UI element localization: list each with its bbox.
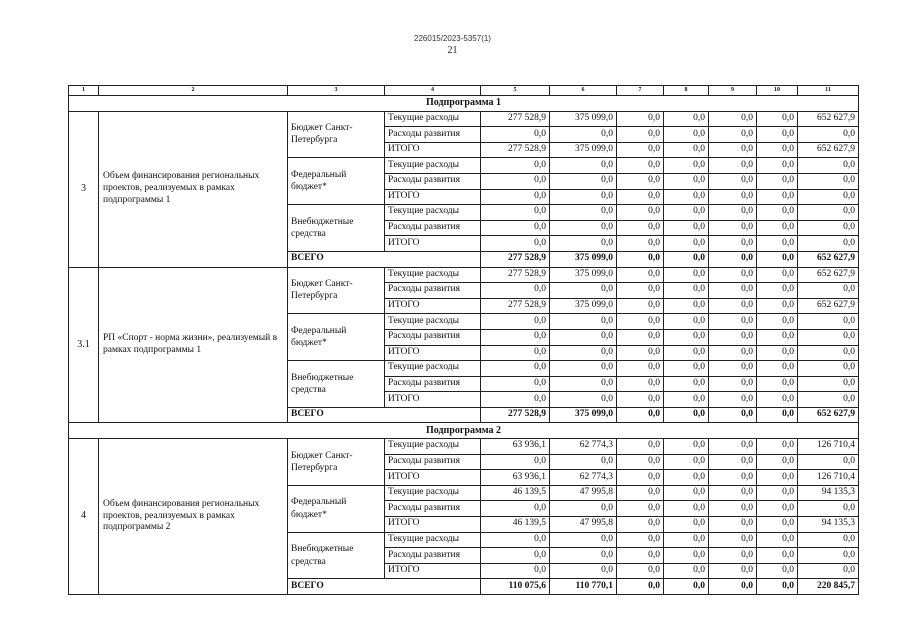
- column-number: 6: [550, 86, 617, 96]
- value-cell: 0,0: [664, 439, 709, 455]
- value-cell: 0,0: [709, 158, 757, 174]
- total-value: 220 845,7: [798, 579, 859, 595]
- value-cell: 0,0: [481, 189, 550, 205]
- total-value: 0,0: [617, 407, 664, 423]
- value-cell: 0,0: [481, 361, 550, 377]
- value-cell: 375 099,0: [550, 267, 617, 283]
- expense-type: Расходы развития: [385, 501, 481, 517]
- value-cell: 0,0: [481, 563, 550, 579]
- value-cell: 0,0: [757, 376, 798, 392]
- row-index: 3.1: [69, 267, 99, 423]
- value-cell: 0,0: [664, 392, 709, 408]
- value-cell: 0,0: [798, 361, 859, 377]
- value-cell: 0,0: [617, 189, 664, 205]
- total-label: ВСЕГО: [288, 579, 481, 595]
- value-cell: 0,0: [664, 470, 709, 486]
- total-value: 0,0: [757, 407, 798, 423]
- value-cell: 652 627,9: [798, 142, 859, 158]
- value-cell: 0,0: [798, 236, 859, 252]
- value-cell: 0,0: [550, 361, 617, 377]
- value-cell: 0,0: [617, 158, 664, 174]
- value-cell: 0,0: [709, 548, 757, 564]
- value-cell: 0,0: [550, 501, 617, 517]
- value-cell: 0,0: [664, 501, 709, 517]
- page-number: 21: [447, 45, 458, 56]
- value-cell: 0,0: [757, 283, 798, 299]
- value-cell: 46 139,5: [481, 517, 550, 533]
- value-cell: 0,0: [481, 501, 550, 517]
- value-cell: 0,0: [664, 111, 709, 127]
- expense-type: ИТОГО: [385, 517, 481, 533]
- value-cell: 0,0: [550, 127, 617, 143]
- value-cell: 0,0: [757, 111, 798, 127]
- value-cell: 0,0: [709, 314, 757, 330]
- value-cell: 0,0: [709, 205, 757, 221]
- total-value: 652 627,9: [798, 407, 859, 423]
- expense-type: ИТОГО: [385, 298, 481, 314]
- value-cell: 652 627,9: [798, 267, 859, 283]
- value-cell: 0,0: [798, 392, 859, 408]
- value-cell: 0,0: [757, 236, 798, 252]
- value-cell: 0,0: [550, 563, 617, 579]
- value-cell: 0,0: [617, 267, 664, 283]
- value-cell: 0,0: [617, 392, 664, 408]
- value-cell: 277 528,9: [481, 142, 550, 158]
- column-number: 10: [757, 86, 798, 96]
- value-cell: 0,0: [757, 563, 798, 579]
- value-cell: 0,0: [617, 314, 664, 330]
- value-cell: 0,0: [617, 548, 664, 564]
- row-description: РП «Спорт - норма жизни», реализуемый в рамках подпрограммы 1: [99, 267, 288, 423]
- value-cell: 0,0: [664, 485, 709, 501]
- value-cell: 0,0: [550, 392, 617, 408]
- value-cell: 0,0: [798, 283, 859, 299]
- row-description: Объем финансирования региональных проектов, реализуемых в рамках подпрограммы 2: [99, 439, 288, 595]
- funding-source: Федеральный бюджет*: [288, 314, 385, 361]
- value-cell: 0,0: [481, 314, 550, 330]
- value-cell: 0,0: [798, 329, 859, 345]
- value-cell: 277 528,9: [481, 298, 550, 314]
- funding-source: Бюджет Санкт-Петербурга: [288, 439, 385, 486]
- value-cell: 0,0: [550, 532, 617, 548]
- value-cell: 0,0: [617, 485, 664, 501]
- value-cell: 0,0: [757, 329, 798, 345]
- value-cell: 0,0: [664, 236, 709, 252]
- value-cell: 0,0: [757, 189, 798, 205]
- table-row: [69, 439, 859, 455]
- value-cell: 0,0: [617, 173, 664, 189]
- total-value: 0,0: [709, 251, 757, 267]
- value-cell: 0,0: [757, 501, 798, 517]
- value-cell: 0,0: [798, 454, 859, 470]
- value-cell: 0,0: [664, 173, 709, 189]
- value-cell: 0,0: [664, 376, 709, 392]
- value-cell: 0,0: [757, 548, 798, 564]
- value-cell: 0,0: [550, 548, 617, 564]
- value-cell: 0,0: [798, 532, 859, 548]
- value-cell: 0,0: [550, 345, 617, 361]
- value-cell: 0,0: [550, 173, 617, 189]
- expense-type: Текущие расходы: [385, 158, 481, 174]
- expense-type: ИТОГО: [385, 470, 481, 486]
- value-cell: 0,0: [709, 283, 757, 299]
- value-cell: 0,0: [798, 563, 859, 579]
- value-cell: 0,0: [709, 361, 757, 377]
- value-cell: 0,0: [757, 517, 798, 533]
- funding-source: Внебюджетные средства: [288, 532, 385, 579]
- value-cell: 0,0: [798, 173, 859, 189]
- value-cell: 0,0: [617, 111, 664, 127]
- value-cell: 0,0: [481, 158, 550, 174]
- value-cell: 0,0: [709, 563, 757, 579]
- value-cell: 0,0: [550, 283, 617, 299]
- value-cell: 0,0: [664, 189, 709, 205]
- value-cell: 0,0: [617, 454, 664, 470]
- value-cell: 0,0: [617, 142, 664, 158]
- value-cell: 0,0: [617, 376, 664, 392]
- subprogram-title: Подпрограмма 2: [69, 423, 859, 439]
- funding-source: Внебюджетные средства: [288, 205, 385, 252]
- expense-type: Текущие расходы: [385, 111, 481, 127]
- value-cell: 652 627,9: [798, 111, 859, 127]
- value-cell: 0,0: [757, 267, 798, 283]
- total-value: 0,0: [757, 251, 798, 267]
- value-cell: 0,0: [757, 470, 798, 486]
- total-value: 652 627,9: [798, 251, 859, 267]
- value-cell: 0,0: [757, 345, 798, 361]
- value-cell: 0,0: [757, 127, 798, 143]
- value-cell: 0,0: [550, 329, 617, 345]
- expense-type: Текущие расходы: [385, 532, 481, 548]
- value-cell: 0,0: [709, 392, 757, 408]
- value-cell: 0,0: [481, 173, 550, 189]
- value-cell: 62 774,3: [550, 470, 617, 486]
- subprogram-title: Подпрограмма 1: [69, 96, 859, 112]
- value-cell: 0,0: [798, 205, 859, 221]
- value-cell: 0,0: [709, 470, 757, 486]
- value-cell: 0,0: [550, 205, 617, 221]
- total-label: ВСЕГО: [288, 407, 481, 423]
- expense-type: ИТОГО: [385, 236, 481, 252]
- value-cell: 375 099,0: [550, 298, 617, 314]
- expense-type: Расходы развития: [385, 173, 481, 189]
- value-cell: 0,0: [757, 142, 798, 158]
- value-cell: 0,0: [798, 189, 859, 205]
- column-number: 8: [664, 86, 709, 96]
- expense-type: Расходы развития: [385, 283, 481, 299]
- total-value: 0,0: [709, 407, 757, 423]
- table-row: [69, 267, 859, 283]
- value-cell: 0,0: [550, 189, 617, 205]
- value-cell: 0,0: [617, 501, 664, 517]
- expense-type: Расходы развития: [385, 329, 481, 345]
- value-cell: 0,0: [757, 173, 798, 189]
- value-cell: 0,0: [664, 314, 709, 330]
- value-cell: 0,0: [709, 517, 757, 533]
- column-number: 2: [99, 86, 288, 96]
- expense-type: ИТОГО: [385, 142, 481, 158]
- value-cell: 0,0: [617, 517, 664, 533]
- value-cell: 0,0: [709, 267, 757, 283]
- value-cell: 277 528,9: [481, 267, 550, 283]
- value-cell: 63 936,1: [481, 439, 550, 455]
- value-cell: 0,0: [664, 454, 709, 470]
- column-number: 7: [617, 86, 664, 96]
- total-value: 0,0: [664, 407, 709, 423]
- value-cell: 0,0: [664, 563, 709, 579]
- value-cell: 94 135,3: [798, 517, 859, 533]
- value-cell: 0,0: [709, 220, 757, 236]
- table-row: [69, 111, 859, 127]
- total-label: ВСЕГО: [288, 251, 481, 267]
- value-cell: 0,0: [617, 236, 664, 252]
- value-cell: 277 528,9: [481, 111, 550, 127]
- expense-type: Текущие расходы: [385, 267, 481, 283]
- value-cell: 0,0: [757, 392, 798, 408]
- value-cell: 62 774,3: [550, 439, 617, 455]
- expense-type: Текущие расходы: [385, 361, 481, 377]
- value-cell: 0,0: [757, 314, 798, 330]
- funding-source: Бюджет Санкт-Петербурга: [288, 267, 385, 314]
- value-cell: 0,0: [798, 158, 859, 174]
- value-cell: 0,0: [664, 127, 709, 143]
- value-cell: 0,0: [664, 329, 709, 345]
- value-cell: 0,0: [550, 376, 617, 392]
- row-index: 4: [69, 439, 99, 595]
- value-cell: 0,0: [664, 345, 709, 361]
- subprogram-header-row: [69, 96, 859, 112]
- value-cell: 0,0: [617, 345, 664, 361]
- document-number: 226015/2023-5357(1): [414, 34, 491, 43]
- funding-source: Федеральный бюджет*: [288, 485, 385, 532]
- expense-type: Расходы развития: [385, 220, 481, 236]
- value-cell: 0,0: [757, 439, 798, 455]
- value-cell: 0,0: [481, 454, 550, 470]
- value-cell: 0,0: [709, 173, 757, 189]
- total-value: 0,0: [709, 579, 757, 595]
- value-cell: 0,0: [709, 298, 757, 314]
- value-cell: 0,0: [617, 470, 664, 486]
- value-cell: 0,0: [664, 220, 709, 236]
- value-cell: 47 995,8: [550, 517, 617, 533]
- value-cell: 0,0: [709, 142, 757, 158]
- value-cell: 0,0: [550, 454, 617, 470]
- value-cell: 0,0: [757, 454, 798, 470]
- value-cell: 0,0: [798, 314, 859, 330]
- value-cell: 0,0: [617, 563, 664, 579]
- value-cell: 0,0: [757, 361, 798, 377]
- value-cell: 0,0: [664, 158, 709, 174]
- value-cell: 0,0: [617, 205, 664, 221]
- column-number: 5: [481, 86, 550, 96]
- expense-type: ИТОГО: [385, 563, 481, 579]
- value-cell: 0,0: [617, 439, 664, 455]
- total-value: 0,0: [617, 251, 664, 267]
- value-cell: 0,0: [664, 267, 709, 283]
- value-cell: 0,0: [617, 361, 664, 377]
- column-number: 11: [798, 86, 859, 96]
- value-cell: 0,0: [709, 189, 757, 205]
- value-cell: 0,0: [664, 298, 709, 314]
- value-cell: 0,0: [798, 376, 859, 392]
- value-cell: 0,0: [664, 548, 709, 564]
- total-value: 0,0: [664, 579, 709, 595]
- value-cell: 0,0: [550, 158, 617, 174]
- total-value: 110 770,1: [550, 579, 617, 595]
- value-cell: 0,0: [709, 532, 757, 548]
- value-cell: 63 936,1: [481, 470, 550, 486]
- value-cell: 0,0: [709, 345, 757, 361]
- total-value: 110 075,6: [481, 579, 550, 595]
- value-cell: 0,0: [481, 329, 550, 345]
- value-cell: 0,0: [481, 548, 550, 564]
- expense-type: Расходы развития: [385, 454, 481, 470]
- value-cell: 0,0: [617, 220, 664, 236]
- funding-source: Внебюджетные средства: [288, 361, 385, 408]
- expense-type: Текущие расходы: [385, 439, 481, 455]
- value-cell: 0,0: [709, 127, 757, 143]
- column-number: 1: [69, 86, 99, 96]
- total-value: 375 099,0: [550, 407, 617, 423]
- expense-type: Текущие расходы: [385, 314, 481, 330]
- funding-source: Федеральный бюджет*: [288, 158, 385, 205]
- subprogram-header-row: [69, 423, 859, 439]
- value-cell: 375 099,0: [550, 142, 617, 158]
- expense-type: Расходы развития: [385, 548, 481, 564]
- value-cell: 0,0: [709, 329, 757, 345]
- value-cell: 0,0: [757, 298, 798, 314]
- value-cell: 0,0: [664, 517, 709, 533]
- expense-type: Текущие расходы: [385, 205, 481, 221]
- value-cell: 0,0: [798, 501, 859, 517]
- value-cell: 0,0: [481, 127, 550, 143]
- expense-type: ИТОГО: [385, 392, 481, 408]
- value-cell: 0,0: [617, 329, 664, 345]
- value-cell: 0,0: [664, 205, 709, 221]
- column-number: 4: [385, 86, 481, 96]
- value-cell: 0,0: [709, 376, 757, 392]
- column-number: 9: [709, 86, 757, 96]
- value-cell: 0,0: [617, 283, 664, 299]
- value-cell: 0,0: [550, 220, 617, 236]
- total-value: 375 099,0: [550, 251, 617, 267]
- value-cell: 0,0: [664, 142, 709, 158]
- total-value: 277 528,9: [481, 407, 550, 423]
- column-number-row: [69, 86, 859, 96]
- funding-source: Бюджет Санкт-Петербурга: [288, 111, 385, 158]
- value-cell: 0,0: [481, 220, 550, 236]
- value-cell: 0,0: [617, 127, 664, 143]
- value-cell: 0,0: [757, 220, 798, 236]
- value-cell: 0,0: [664, 532, 709, 548]
- value-cell: 46 139,5: [481, 485, 550, 501]
- value-cell: 0,0: [798, 127, 859, 143]
- value-cell: 0,0: [757, 205, 798, 221]
- value-cell: 0,0: [757, 158, 798, 174]
- value-cell: 0,0: [757, 532, 798, 548]
- total-value: 0,0: [757, 579, 798, 595]
- value-cell: 0,0: [617, 532, 664, 548]
- value-cell: 0,0: [481, 392, 550, 408]
- value-cell: 0,0: [481, 376, 550, 392]
- value-cell: 0,0: [709, 236, 757, 252]
- expense-type: ИТОГО: [385, 345, 481, 361]
- value-cell: 47 995,8: [550, 485, 617, 501]
- value-cell: 0,0: [798, 548, 859, 564]
- value-cell: 0,0: [481, 345, 550, 361]
- row-index: 3: [69, 111, 99, 267]
- value-cell: 0,0: [481, 283, 550, 299]
- value-cell: 0,0: [481, 236, 550, 252]
- value-cell: 0,0: [550, 314, 617, 330]
- value-cell: 0,0: [709, 485, 757, 501]
- value-cell: 0,0: [617, 298, 664, 314]
- value-cell: 126 710,4: [798, 470, 859, 486]
- value-cell: 94 135,3: [798, 485, 859, 501]
- value-cell: 0,0: [709, 454, 757, 470]
- value-cell: 0,0: [798, 345, 859, 361]
- expense-type: ИТОГО: [385, 189, 481, 205]
- expense-type: Текущие расходы: [385, 485, 481, 501]
- total-value: 0,0: [664, 251, 709, 267]
- value-cell: 0,0: [550, 236, 617, 252]
- financing-table: [68, 85, 859, 595]
- expense-type: Расходы развития: [385, 376, 481, 392]
- value-cell: 126 710,4: [798, 439, 859, 455]
- value-cell: 0,0: [709, 111, 757, 127]
- row-description: Объем финансирования региональных проектов, реализуемых в рамках подпрограммы 1: [99, 111, 288, 267]
- column-number: 3: [288, 86, 385, 96]
- total-value: 0,0: [617, 579, 664, 595]
- value-cell: 0,0: [798, 220, 859, 236]
- expense-type: Расходы развития: [385, 127, 481, 143]
- value-cell: 0,0: [481, 532, 550, 548]
- value-cell: 0,0: [757, 485, 798, 501]
- value-cell: 375 099,0: [550, 111, 617, 127]
- value-cell: 0,0: [481, 205, 550, 221]
- value-cell: 0,0: [709, 501, 757, 517]
- value-cell: 0,0: [664, 361, 709, 377]
- value-cell: 652 627,9: [798, 298, 859, 314]
- value-cell: 0,0: [664, 283, 709, 299]
- total-value: 277 528,9: [481, 251, 550, 267]
- value-cell: 0,0: [709, 439, 757, 455]
